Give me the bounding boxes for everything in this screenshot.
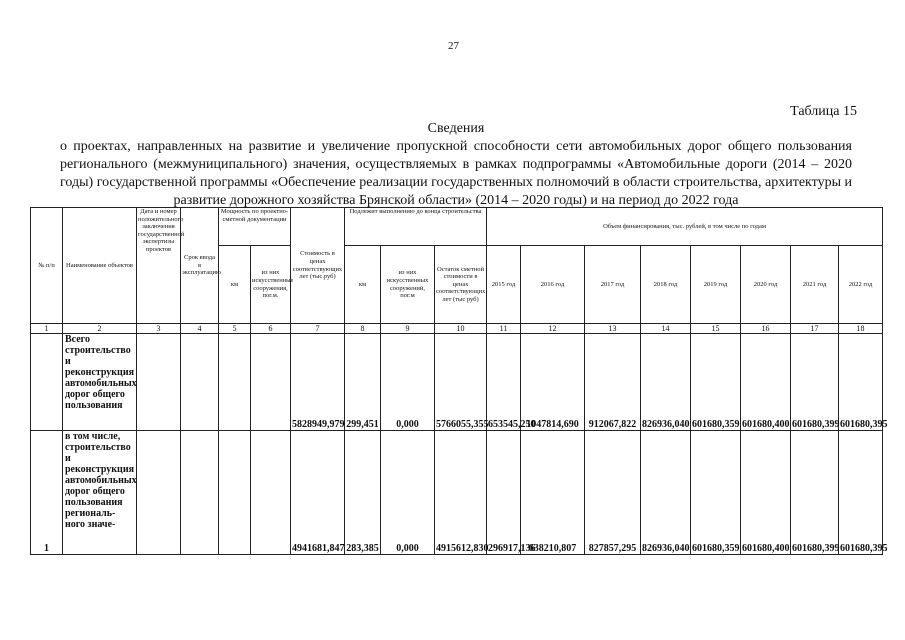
header-2015: 2015 год: [487, 246, 521, 324]
table-row: [31, 334, 883, 431]
cell-2019: 601680,359: [691, 334, 741, 431]
column-number: 15: [691, 324, 741, 334]
header-funding: Объем финансирования, тыс. рублей, в том числе по годам: [487, 208, 883, 246]
cell-todo-art: 0,000: [381, 334, 435, 431]
table-number: Таблица 15: [790, 104, 857, 119]
header-cap-art: из них искусственные сооружения, пог.м.: [251, 246, 291, 324]
document-heading: [60, 120, 852, 210]
cell-2018: 826936,040: [641, 334, 691, 431]
header-num: № п/п: [31, 208, 63, 324]
cell-2016: 638210,807: [521, 431, 585, 555]
heading-subtitle: о проектах, направленных на развитие и увеличение пропускной способности сети автомобильных дорог общего пользования регионального (межмуниципального) значения, осуществляемых в рамках подпрограммы «Автомобильные дороги (2014 – 2020 годы) государственной программы «Обеспечение реализации государственных полномочий в области строительства, архитектуры и развитие дорожного хозяйства Брянской области» (2014 – 2020 годы) и на период до 2022 года: [60, 139, 852, 208]
cell-2015: 296917,136: [487, 431, 521, 555]
column-number: 7: [291, 324, 345, 334]
cell-name: Всего строительство и реконструкция автомобильных дорог общего пользования: [63, 334, 137, 431]
cell-cap-km: [219, 334, 251, 431]
header-todo-art: из них искусственных сооружений, пог.м: [381, 246, 435, 324]
cell-cap-art: [251, 431, 291, 555]
header-todo-km: км: [345, 246, 381, 324]
cell-term: [181, 334, 219, 431]
header-2016: 2016 год: [521, 246, 585, 324]
header-term: Срок ввода в эксплуатацию: [181, 208, 219, 324]
cell-todo-km: 283,385: [345, 431, 381, 555]
column-number-row: [31, 324, 883, 334]
cell-2021: 601680,399: [791, 431, 839, 555]
cell-2017: 827857,295: [585, 431, 641, 555]
header-2020: 2020 год: [741, 246, 791, 324]
cell-2015: 653545,250: [487, 334, 521, 431]
header-2018: 2018 год: [641, 246, 691, 324]
cell-term: [181, 431, 219, 555]
cell-cost: 5828949,979: [291, 334, 345, 431]
cell-2018: 826936,040: [641, 431, 691, 555]
cell-2017: 912067,822: [585, 334, 641, 431]
column-number: 13: [585, 324, 641, 334]
column-number: 12: [521, 324, 585, 334]
header-capacity: Мощность по проектно-сметной документации: [219, 208, 291, 246]
cell-2022: 601680,395: [839, 334, 883, 431]
cell-todo-rest: 5766055,355: [435, 334, 487, 431]
table-row: [31, 431, 883, 555]
column-number: 8: [345, 324, 381, 334]
column-number: 4: [181, 324, 219, 334]
column-number: 18: [839, 324, 883, 334]
cell-todo-art: 0,000: [381, 431, 435, 555]
column-number: 1: [31, 324, 63, 334]
projects-table: [30, 207, 888, 555]
column-number: 2: [63, 324, 137, 334]
header-todo-rest: Остаток сметной стоимости в ценах соответствующих лет (тыс руб): [435, 246, 487, 324]
cell-expertise: [137, 334, 181, 431]
cell-num: 1: [31, 431, 63, 555]
cell-2022: 601680,395: [839, 431, 883, 555]
cell-cap-km: [219, 431, 251, 555]
column-number: 5: [219, 324, 251, 334]
cell-cost: 4941681,847: [291, 431, 345, 555]
cell-2021: 601680,399: [791, 334, 839, 431]
column-number: 9: [381, 324, 435, 334]
header-expertise: Дата и номер положительного заключения государственной экспертизы проектов: [137, 208, 181, 324]
cell-name: в том числе, строительство и реконструкция автомобильных дорог общего пользования региональ-ного значе-: [63, 431, 137, 555]
cell-todo-rest: 4915612,830: [435, 431, 487, 555]
header-2021: 2021 год: [791, 246, 839, 324]
column-number: 17: [791, 324, 839, 334]
header-name: Наименование объектов: [63, 208, 137, 324]
cell-2019: 601680,359: [691, 431, 741, 555]
header-2017: 2017 год: [585, 246, 641, 324]
heading-title: Сведения: [427, 121, 485, 136]
cell-2016: 1047814,690: [521, 334, 585, 431]
cell-todo-km: 299,451: [345, 334, 381, 431]
cell-expertise: [137, 431, 181, 555]
cell-cap-art: [251, 334, 291, 431]
cell-2020: 601680,400: [741, 334, 791, 431]
column-number: 16: [741, 324, 791, 334]
header-cap-km: км: [219, 246, 251, 324]
column-number: 3: [137, 324, 181, 334]
header-2019: 2019 год: [691, 246, 741, 324]
column-number: 10: [435, 324, 487, 334]
cell-num: [31, 334, 63, 431]
column-number: 6: [251, 324, 291, 334]
header-todo: Подлежит выполнению до конца строительства: [345, 208, 487, 246]
page-number: 27: [448, 40, 459, 52]
header-cost: Стоимость в ценах соответствующих лет (тыс.руб): [291, 208, 345, 324]
cell-2020: 601680,400: [741, 431, 791, 555]
header-2022: 2022 год: [839, 246, 883, 324]
column-number: 11: [487, 324, 521, 334]
column-number: 14: [641, 324, 691, 334]
